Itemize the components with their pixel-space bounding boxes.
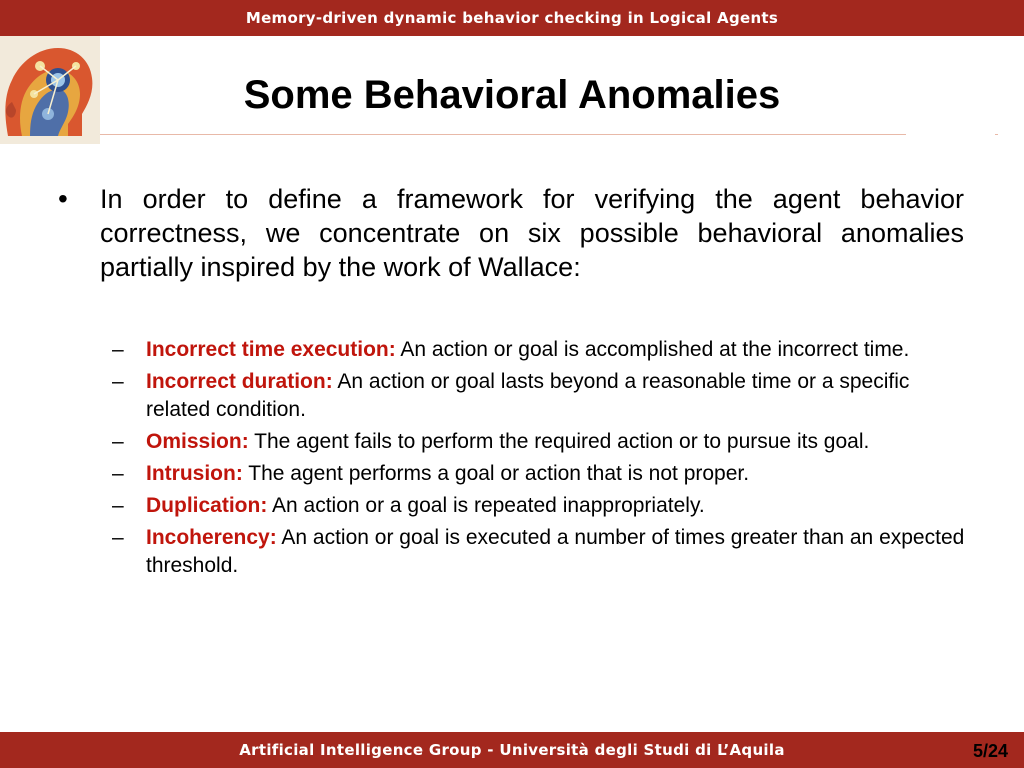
anomaly-description: An action or goal is executed a number of times greater than an expected threshold. — [146, 526, 965, 577]
main-bullet — [58, 182, 964, 284]
dash-glyph: – — [112, 430, 124, 453]
list-item — [112, 428, 970, 456]
list-item — [112, 492, 970, 520]
anomaly-term: Incorrect duration: — [146, 370, 333, 393]
anomaly-term: Incorrect time execution: — [146, 338, 396, 361]
slide-title: Some Behavioral Anomalies — [243, 73, 781, 117]
list-item — [112, 336, 970, 364]
title-divider — [100, 134, 906, 135]
main-bullet-text: In order to define a framework for verifying the agent behavior correctness, we concentrate on six possible behavioral anomalies partially inspired by the work of Wallace: — [100, 184, 964, 282]
dash-glyph: – — [112, 338, 124, 361]
anomaly-term: Duplication: — [146, 494, 268, 517]
list-item — [112, 368, 970, 424]
list-item — [112, 524, 970, 580]
footer-bar — [0, 732, 1024, 768]
title-divider-end — [995, 134, 998, 135]
anomaly-term: Incoherency: — [146, 526, 277, 549]
anomaly-description: The agent performs a goal or action that is not proper. — [242, 462, 750, 485]
dash-glyph: – — [112, 494, 124, 517]
anomaly-list — [112, 336, 970, 584]
bullet-glyph: • — [58, 183, 68, 214]
header-title: Memory-driven dynamic behavior checking in Logical Agents — [245, 9, 779, 27]
header-bar — [0, 0, 1024, 36]
anomaly-term: Omission: — [146, 430, 249, 453]
dash-glyph: – — [112, 462, 124, 485]
anomaly-description: The agent fails to perform the required action or to pursue its goal. — [248, 430, 870, 453]
page-number: 5/24 — [972, 741, 1008, 761]
anomaly-description: An action or goal is accomplished at the incorrect time. — [395, 338, 910, 361]
anomaly-term: Intrusion: — [146, 462, 243, 485]
head-profile-logo-icon — [0, 36, 100, 144]
list-item — [112, 460, 970, 488]
dash-glyph: – — [112, 370, 124, 393]
anomaly-description: An action or goal lasts beyond a reasonable time or a specific related condition. — [146, 370, 910, 421]
dash-glyph: – — [112, 526, 124, 549]
footer-title: Artificial Intelligence Group - Università degli Studi di L’Aquila — [239, 741, 785, 759]
anomaly-description: An action or a goal is repeated inappropriately. — [267, 494, 705, 517]
